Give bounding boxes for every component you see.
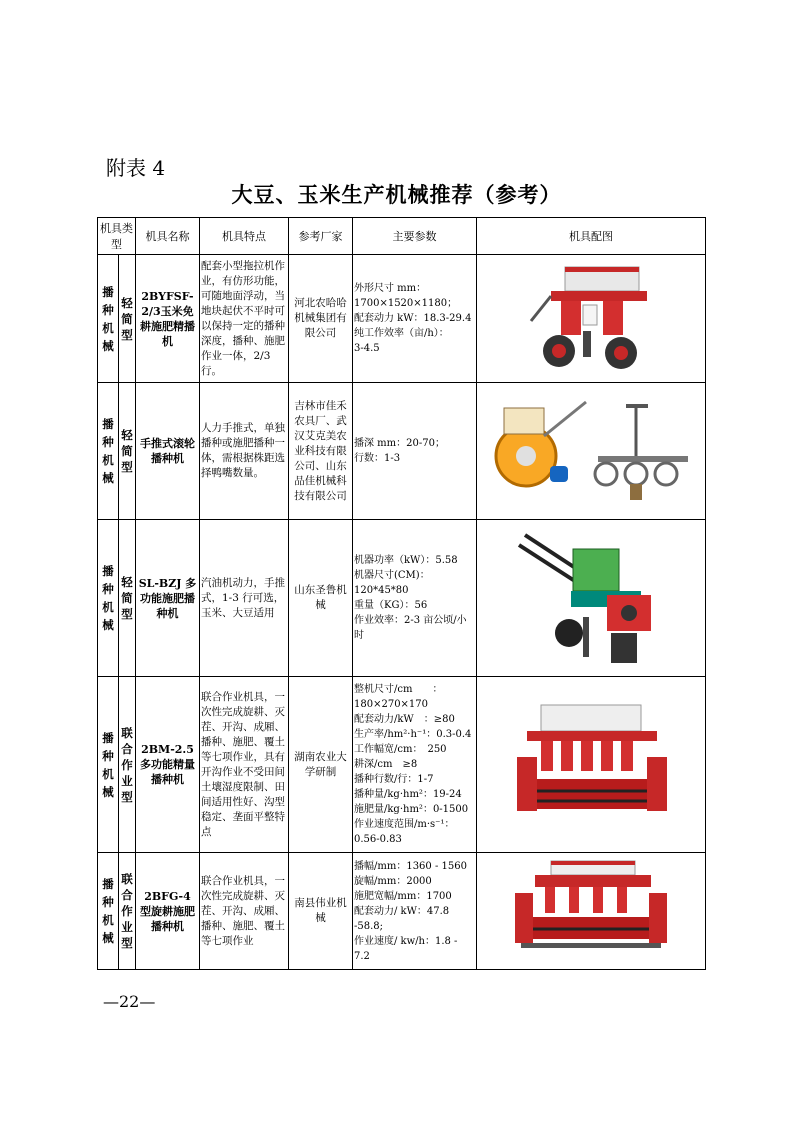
params-cell: 播幅/mm：1360 - 1560 旋幅/mm：2000 施肥宽幅/mm：1700 配套动力/ kW：47.8 -58.8; 作业速度/ kw/h：1.8 - 7.2: [353, 853, 477, 970]
table-row: [98, 383, 706, 520]
features-cell: 汽油机动力，手推式，1-3 行可选，玉米、大豆适用: [200, 520, 289, 677]
maker-cell: 山东圣鲁机械: [289, 520, 353, 677]
name-cell: 手推式滚轮播种机: [136, 383, 200, 520]
maker-cell: 南县伟业机械: [289, 853, 353, 970]
image-cell: [477, 520, 706, 677]
type-cell: 联合作业型: [119, 677, 136, 853]
type-cell: 轻简型: [119, 383, 136, 520]
header-maker: 参考厂家: [289, 218, 353, 255]
features-cell: 配套小型拖拉机作业，有仿形功能，可随地面浮动，当地块起伏不平时可以保持一定的播种深度，播种、施肥作业一体，2/3 行。: [200, 255, 289, 383]
params-cell: 播深 mm：20-70； 行数：1-3: [353, 383, 477, 520]
category-cell: 播种机械: [98, 853, 119, 970]
category-cell: 播种机械: [98, 383, 119, 520]
table-header-row: [98, 218, 706, 255]
type-cell: 轻简型: [119, 255, 136, 383]
header-name: 机具名称: [136, 218, 200, 255]
machinery-table: [97, 217, 706, 970]
name-cell: 2BM-2.5 多功能精量播种机: [136, 677, 200, 853]
header-features: 机具特点: [200, 218, 289, 255]
params-cell: 机器功率（kW）：5.58 机器尺寸(CM)： 120*45*80 重量（KG）：56 作业效率：2-3 亩公顷/小时: [353, 520, 477, 677]
page-number: —22—: [103, 992, 156, 1011]
appendix-label: 附表 4: [106, 156, 166, 180]
table-row: [98, 677, 706, 853]
rotary-tiller-seeder-image: [511, 857, 671, 965]
hand-push-roller-seeder-image: [486, 396, 696, 506]
gasoline-seeder-image: [511, 525, 671, 671]
type-cell: 轻简型: [119, 520, 136, 677]
features-cell: 联合作业机具，一次性完成旋耕、灭茬、开沟、成厢、播种、施肥、覆土等七项作业: [200, 853, 289, 970]
table-row: [98, 853, 706, 970]
precision-seeder-image: [511, 695, 671, 835]
maker-cell: 湖南农业大学研制: [289, 677, 353, 853]
image-cell: [477, 255, 706, 383]
header-params: 主要参数: [353, 218, 477, 255]
name-cell: 2BFG-4 型旋耕施肥播种机: [136, 853, 200, 970]
name-cell: SL-BZJ 多功能施肥播种机: [136, 520, 200, 677]
category-cell: 播种机械: [98, 520, 119, 677]
corn-no-till-seeder-image: [521, 261, 661, 377]
features-cell: 人力手推式，单独播种或施肥播种一体，需根据株距选择鸭嘴数量。: [200, 383, 289, 520]
table-row: [98, 255, 706, 383]
table-row: [98, 520, 706, 677]
header-image: 机具配图: [477, 218, 706, 255]
params-cell: 整机尺寸/cm ： 180×270×170 配套动力/kW ：≥80 生产率/hm²·h⁻¹：0.3-0.4 工作幅宽/cm： 250 耕深/cm ≥8 播种行数/行：1-7 播种量/kg·hm²：19-24 施肥量/kg·hm²：0-1500 作业速度范围/m·s⁻¹： 0.56-0.83: [353, 677, 477, 853]
header-type: 机具类型: [98, 218, 136, 255]
maker-cell: 河北农哈哈机械集团有限公司: [289, 255, 353, 383]
category-cell: 播种机械: [98, 677, 119, 853]
image-cell: [477, 853, 706, 970]
page-title: 大豆、玉米生产机械推荐（参考）: [231, 182, 562, 207]
name-cell: 2BYFSF-2/3玉米免耕施肥精播机: [136, 255, 200, 383]
image-cell: [477, 677, 706, 853]
type-cell: 联合作业型: [119, 853, 136, 970]
params-cell: 外形尺寸 mm： 1700×1520×1180； 配套动力 kW：18.3-29.4 纯工作效率（亩/h）： 3-4.5: [353, 255, 477, 383]
maker-cell: 吉林市佳禾农具厂、武汉艾克美农业科技有限公司、山东品佳机械科技有限公司: [289, 383, 353, 520]
category-cell: 播种机械: [98, 255, 119, 383]
image-cell: [477, 383, 706, 520]
features-cell: 联合作业机具，一次性完成旋耕、灭茬、开沟、成厢、播种、施肥、覆土等七项作业，具有开沟作业不受田间土壤湿度限制、田间适用性好、沟型稳定、垄面平整特点: [200, 677, 289, 853]
